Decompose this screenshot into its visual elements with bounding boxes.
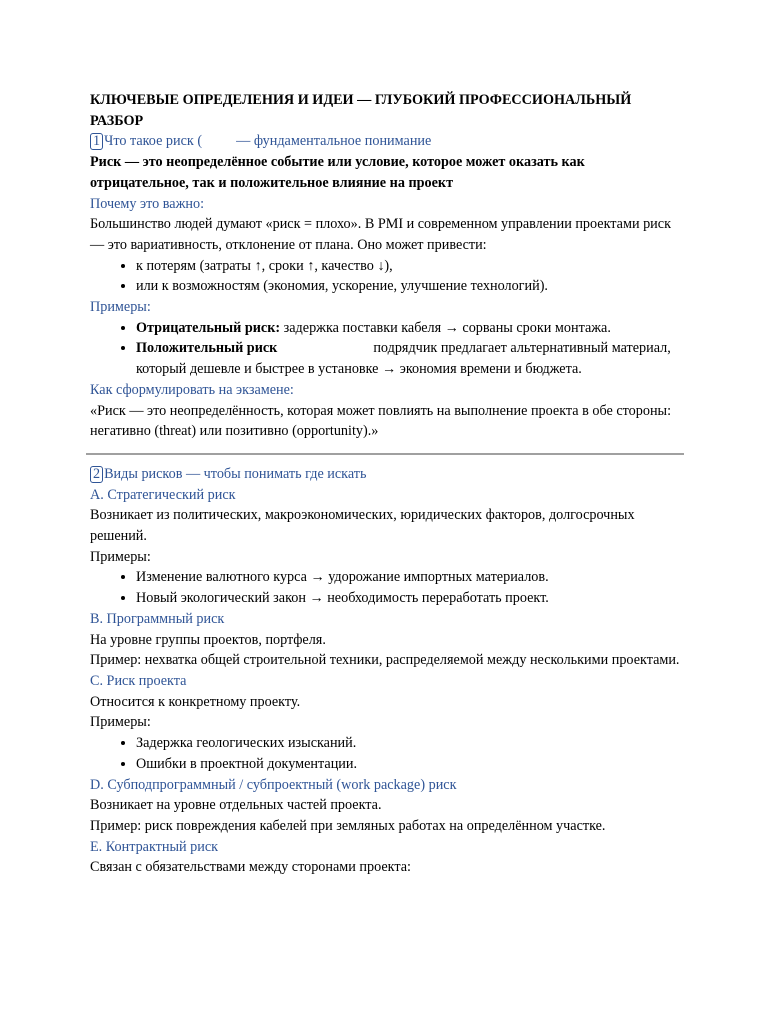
list-item: • Ошибки в проектной документации. [136,754,680,775]
subproject-risk-example: Пример: риск повреждения кабелей при земляных работах на определённом участке. [90,817,606,834]
example-label: Отрицательный риск: [136,319,281,336]
contract-risk-text: Связан с обязательствами между сторонами проекта: [90,859,411,876]
exam-text: «Риск — это неопределённость, которая может повлиять на выполнение проекта в обе стороны: негативно (threat) или позитивно (opportunity).» [90,402,672,440]
section-1-heading-a: Что такое риск ( [104,133,203,150]
list-item: • Новый экологический закон → необходимость переработать проект. [136,588,680,609]
strategic-risk-heading: A. Стратегический риск [90,486,236,503]
subproject-risk-heading: D. Субподпрограммный / субпроектный (work package) риск [90,776,457,793]
why-heading: Почему это важно: [90,195,205,212]
section-1-number: 1 [90,133,103,150]
divider [86,453,684,455]
contract-risk-heading: E. Контрактный риск [90,838,219,855]
section-2-heading-text: Виды рисков — чтобы понимать где искать [104,465,367,482]
project-examples-label: Примеры: [90,714,151,731]
project-risk-text: Относится к конкретному проекту. [90,693,301,710]
document-body [90,90,680,878]
section-1-heading [90,131,680,152]
program-risk-example: Пример: нехватка общей строительной техники, распределяемой между несколькими проектами. [90,652,680,669]
subproject-risk-text: Возникает на уровне отдельных частей проекта. [90,797,382,814]
strategic-examples-list [90,567,680,608]
example-text: подрядчик предлагает альтернативный материал, который дешевле и быстрее в установке → экономия времени и бюджета. [136,340,671,378]
examples-list [90,318,680,380]
list-item [136,318,680,339]
section-2-number: 2 [90,466,103,483]
page-title: КЛЮЧЕВЫЕ ОПРЕДЕЛЕНИЯ И ИДЕИ — ГЛУБОКИЙ ПРОФЕССИОНАЛЬНЫЙ РАЗБОР [90,92,632,129]
program-risk-text: На уровне группы проектов, портфеля. [90,631,326,648]
list-item: • или к возможностям (экономия, ускорение, улучшение технологий). [136,276,680,297]
exam-heading: Как сформулировать на экзамене: [90,381,294,398]
strategic-examples-label: Примеры: [90,548,151,565]
project-risk-heading: C. Риск проекта [90,672,187,689]
list-item [136,338,680,379]
example-text: задержка поставки кабеля → сорваны сроки монтажа. [280,319,611,336]
list-item: • Изменение валютного курса → удорожание импортных материалов. [136,567,680,588]
program-risk-heading: B. Программный риск [90,610,225,627]
strategic-risk-text: Возникает из политических, макроэкономических, юридических факторов, долгосрочных решений. [90,507,635,545]
risk-definition: Риск — это неопределённое событие или условие, которое может оказать как отрицательное, так и положительное влияние на проект [90,154,585,191]
section-2-heading [90,464,680,485]
why-text: Большинство людей думают «риск = плохо». В PMI и современном управлении проектами риск — это вариативность, отклонение от плана. Оно может привести: [90,216,671,253]
example-label: Положительный риск [136,340,278,357]
list-item: • к потерям (затраты ↑, сроки ↑, качество ↓), [136,256,680,277]
list-item: • Задержка геологических изысканий. [136,733,680,754]
examples-heading: Примеры: [90,299,151,316]
section-1-heading-b: — фундаментальное понимание [236,133,432,150]
why-list [90,256,680,297]
project-examples-list [90,733,680,774]
